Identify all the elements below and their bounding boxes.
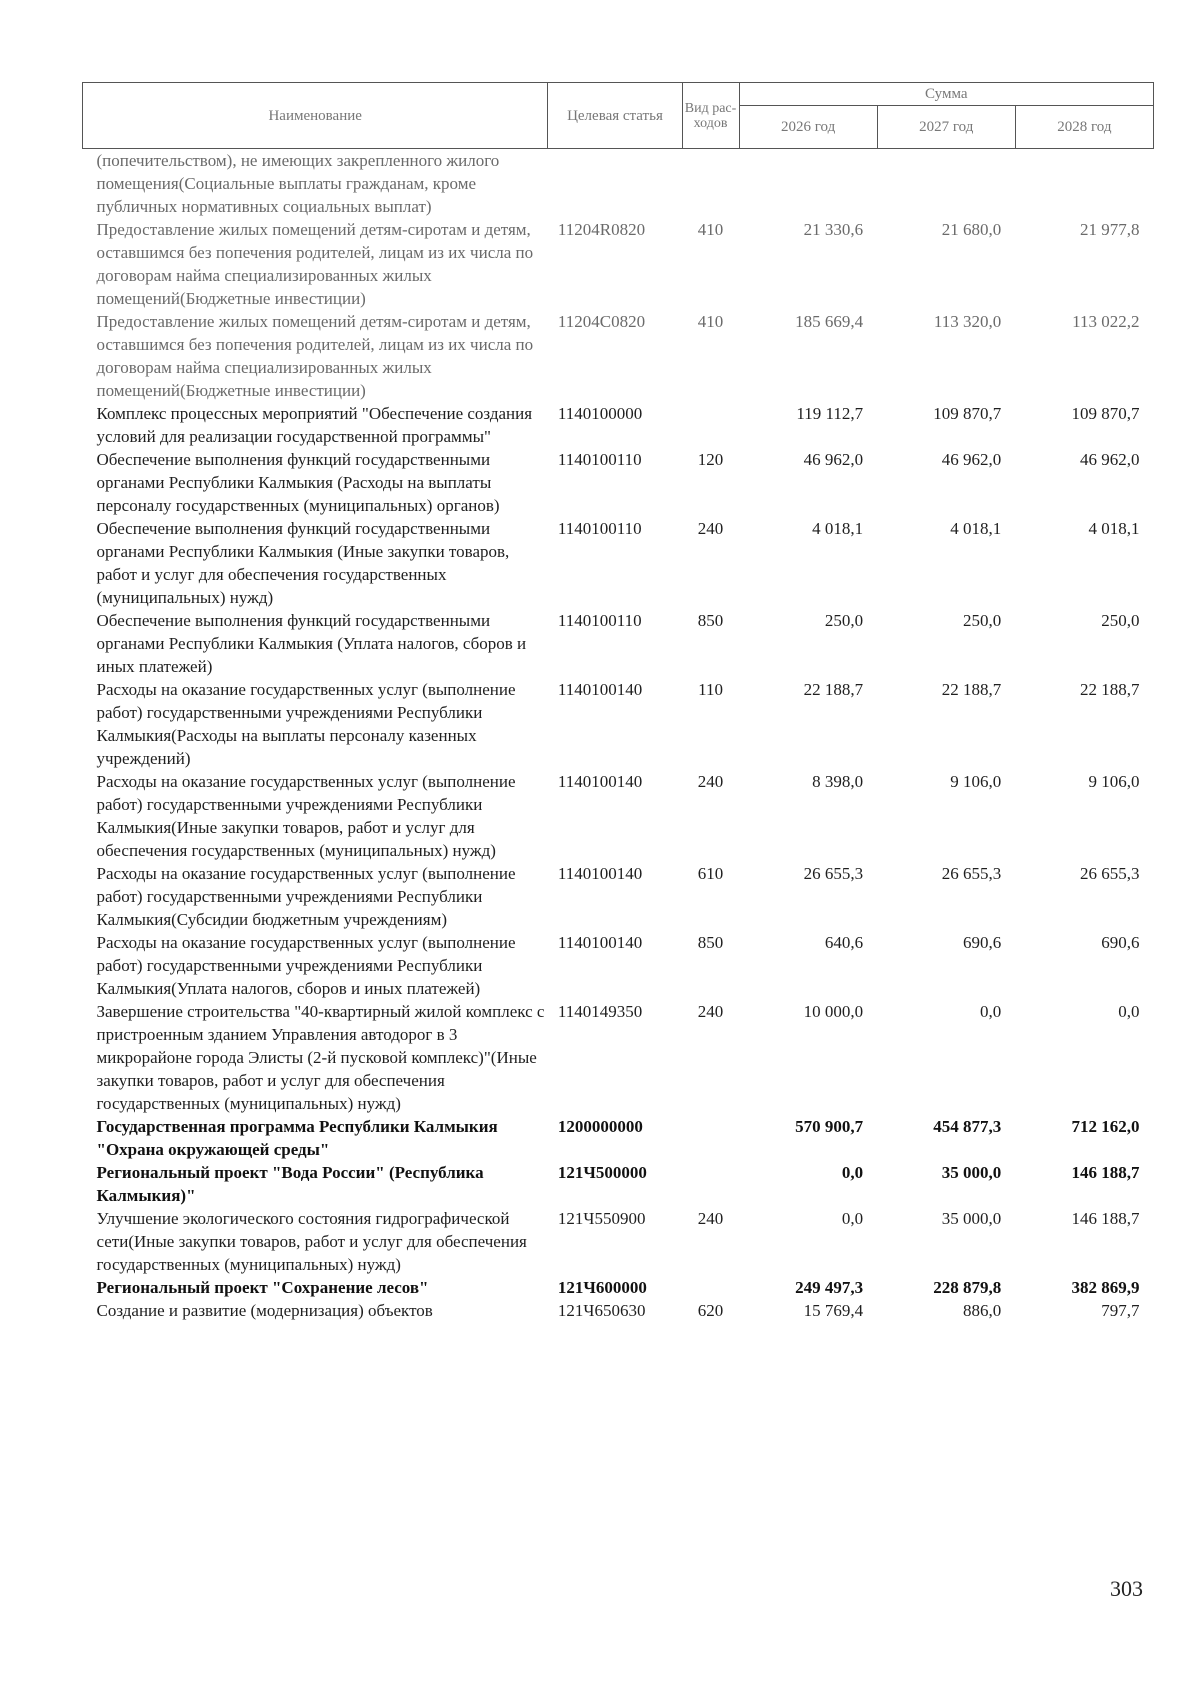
row-sum-2028: 113 022,2 bbox=[1072, 312, 1140, 331]
document-page bbox=[82, 82, 1154, 1322]
row-expense-type: 850 bbox=[697, 933, 724, 952]
row-sum-2026: 10 000,0 bbox=[803, 1002, 864, 1021]
budget-table bbox=[82, 82, 1154, 1322]
row-name: Региональный проект "Вода России" (Республика Калмыкия)" bbox=[96, 1163, 484, 1205]
row-name: Расходы на оказание государственных услуг (выполнение работ) государственными учреждениями Республики Калмыкия(Иные закупки товаров, работ и услуг для обеспечения государственных (муниципальных) нужд) bbox=[96, 772, 516, 860]
row-sum-2027: 21 680,0 bbox=[941, 220, 1002, 239]
row-target-code: 121Ч500000 bbox=[557, 1163, 647, 1182]
table-row bbox=[83, 862, 1154, 931]
row-sum-2028: 4 018,1 bbox=[1088, 519, 1140, 538]
row-sum-2028: 797,7 bbox=[1101, 1301, 1140, 1320]
row-sum-2026: 185 669,4 bbox=[795, 312, 864, 331]
row-sum-2026: 21 330,6 bbox=[803, 220, 864, 239]
row-expense-type: 120 bbox=[697, 450, 724, 469]
row-name: Расходы на оказание государственных услуг (выполнение работ) государственными учреждениями Республики Калмыкия(Расходы на выплаты персоналу казенных учреждений) bbox=[96, 680, 516, 768]
header-vid: Вид рас-ходов bbox=[682, 83, 739, 149]
row-sum-2026: 0,0 bbox=[841, 1209, 864, 1228]
row-name: (попечительством), не имеющих закрепленного жилого помещения(Социальные выплаты гражданам, кроме публичных нормативных социальных выплат) bbox=[96, 151, 500, 216]
table-row bbox=[83, 931, 1154, 1000]
row-sum-2027: 250,0 bbox=[963, 611, 1002, 630]
row-sum-2027: 35 000,0 bbox=[941, 1209, 1002, 1228]
row-name: Региональный проект "Сохранение лесов" bbox=[96, 1278, 429, 1297]
row-target-code: 1140100110 bbox=[557, 519, 642, 538]
row-sum-2028: 9 106,0 bbox=[1088, 772, 1140, 791]
header-code: Целевая статья bbox=[548, 83, 682, 149]
table-row bbox=[83, 1299, 1154, 1322]
row-name: Обеспечение выполнения функций государственными органами Республики Калмыкия (Иные закупки товаров, работ и услуг для обеспечения государственных (муниципальных) нужд) bbox=[96, 519, 510, 607]
row-sum-2026: 640,6 bbox=[824, 933, 864, 952]
row-target-code: 1140100000 bbox=[557, 404, 643, 423]
table-row bbox=[83, 218, 1154, 310]
row-sum-2026: 8 398,0 bbox=[812, 772, 864, 791]
row-expense-type: 240 bbox=[697, 1209, 724, 1228]
header-name: Наименование bbox=[83, 83, 548, 149]
row-sum-2027: 113 320,0 bbox=[933, 312, 1002, 331]
row-expense-type: 620 bbox=[697, 1301, 724, 1320]
row-sum-2027: 109 870,7 bbox=[933, 404, 1002, 423]
row-sum-2026: 15 769,4 bbox=[803, 1301, 864, 1320]
row-name: Расходы на оказание государственных услуг (выполнение работ) государственными учреждениями Республики Калмыкия(Уплата налогов, сборов и иных платежей) bbox=[96, 933, 516, 998]
row-sum-2028: 690,6 bbox=[1101, 933, 1140, 952]
row-expense-type bbox=[682, 1276, 739, 1299]
row-sum-2027: 454 877,3 bbox=[933, 1117, 1002, 1136]
row-expense-type: 110 bbox=[698, 680, 723, 699]
row-sum-2027: 228 879,8 bbox=[933, 1278, 1002, 1297]
row-sum-2026: 22 188,7 bbox=[803, 680, 864, 699]
row-target-code: 1140100140 bbox=[557, 680, 643, 699]
table-row bbox=[83, 448, 1154, 517]
row-target-code: 1140100110 bbox=[557, 450, 642, 469]
row-name: Создание и развитие (модернизация) объектов bbox=[96, 1301, 433, 1320]
row-name: Комплекс процессных мероприятий "Обеспечение создания условий для реализации государственной программы" bbox=[96, 404, 533, 446]
row-expense-type bbox=[682, 402, 739, 448]
page-number: 303 bbox=[1110, 1576, 1143, 1601]
row-sum-2027: 46 962,0 bbox=[941, 450, 1002, 469]
table-row bbox=[83, 609, 1154, 678]
row-target-code: 1140100140 bbox=[557, 864, 643, 883]
header-year-2026: 2026 год bbox=[739, 106, 877, 149]
row-name: Государственная программа Республики Калмыкия "Охрана окружающей среды" bbox=[96, 1117, 498, 1159]
row-target-code: 11204R0820 bbox=[557, 220, 646, 239]
row-target-code: 121Ч650630 bbox=[557, 1301, 646, 1320]
row-target-code: 121Ч600000 bbox=[557, 1278, 647, 1297]
row-name: Расходы на оказание государственных услуг (выполнение работ) государственными учреждениями Республики Калмыкия(Субсидии бюджетным учреждениям) bbox=[96, 864, 516, 929]
table-row bbox=[83, 1276, 1154, 1299]
row-sum-2027 bbox=[877, 149, 1015, 219]
row-sum-2026: 249 497,3 bbox=[795, 1278, 864, 1297]
row-expense-type: 240 bbox=[697, 772, 724, 791]
row-sum-2026: 250,0 bbox=[824, 611, 864, 630]
row-sum-2028: 22 188,7 bbox=[1080, 680, 1140, 699]
table-header bbox=[83, 83, 1154, 149]
row-expense-type bbox=[682, 149, 739, 219]
row-sum-2028 bbox=[1015, 149, 1153, 219]
table-row bbox=[83, 678, 1154, 770]
table-body bbox=[83, 149, 1154, 1323]
row-expense-type bbox=[682, 1115, 739, 1161]
row-sum-2026: 119 112,7 bbox=[796, 404, 864, 423]
row-sum-2028: 146 188,7 bbox=[1071, 1209, 1140, 1228]
row-expense-type: 850 bbox=[697, 611, 724, 630]
header-year-2027: 2027 год bbox=[877, 106, 1015, 149]
row-name: Предоставление жилых помещений детям-сиротам и детям, оставшимся без попечения родителей, лицам из их числа по договорам найма специализированных жилых помещений(Бюджетные инвестиции) bbox=[96, 312, 534, 400]
row-target-code: 11204С0820 bbox=[557, 312, 646, 331]
row-target-code: 1140149350 bbox=[557, 1002, 643, 1021]
row-sum-2026: 46 962,0 bbox=[803, 450, 864, 469]
row-sum-2028: 250,0 bbox=[1101, 611, 1140, 630]
table-row bbox=[83, 517, 1154, 609]
row-sum-2026: 26 655,3 bbox=[803, 864, 864, 883]
table-row bbox=[83, 149, 1154, 219]
row-sum-2028: 26 655,3 bbox=[1080, 864, 1140, 883]
table-row bbox=[83, 1161, 1154, 1207]
row-sum-2027: 9 106,0 bbox=[950, 772, 1002, 791]
row-expense-type: 240 bbox=[697, 1002, 724, 1021]
row-target-code: 1200000000 bbox=[557, 1117, 643, 1136]
row-target-code bbox=[548, 149, 682, 219]
row-sum-2028: 46 962,0 bbox=[1080, 450, 1140, 469]
row-sum-2027: 690,6 bbox=[963, 933, 1002, 952]
header-year-2028: 2028 год bbox=[1015, 106, 1153, 149]
row-sum-2027: 4 018,1 bbox=[950, 519, 1002, 538]
row-sum-2028: 109 870,7 bbox=[1071, 404, 1140, 423]
row-expense-type: 410 bbox=[697, 220, 724, 239]
table-row bbox=[83, 1115, 1154, 1161]
row-name: Улучшение экологического состояния гидрографической сети(Иные закупки товаров, работ и услуг для обеспечения государственных (муниципальных) нужд) bbox=[96, 1209, 527, 1274]
table-row bbox=[83, 1207, 1154, 1276]
row-sum-2026: 4 018,1 bbox=[812, 519, 864, 538]
table-row bbox=[83, 310, 1154, 402]
row-sum-2027: 22 188,7 bbox=[941, 680, 1002, 699]
row-sum-2027: 0,0 bbox=[980, 1002, 1002, 1021]
row-target-code: 121Ч550900 bbox=[557, 1209, 646, 1228]
table-row bbox=[83, 1000, 1154, 1115]
row-sum-2027: 886,0 bbox=[963, 1301, 1002, 1320]
row-sum-2026: 570 900,7 bbox=[795, 1117, 864, 1136]
row-expense-type bbox=[682, 1161, 739, 1207]
row-name: Обеспечение выполнения функций государственными органами Республики Калмыкия (Расходы на выплаты персоналу государственных (муниципальных) органов) bbox=[96, 450, 500, 515]
row-expense-type: 410 bbox=[697, 312, 724, 331]
table-row bbox=[83, 402, 1154, 448]
row-target-code: 1140100140 bbox=[557, 933, 643, 952]
row-sum-2026 bbox=[739, 149, 877, 219]
row-sum-2028: 382 869,9 bbox=[1071, 1278, 1140, 1297]
row-target-code: 1140100110 bbox=[557, 611, 642, 630]
row-sum-2028: 21 977,8 bbox=[1080, 220, 1140, 239]
row-name: Предоставление жилых помещений детям-сиротам и детям, оставшимся без попечения родителей, лицам из их числа по договорам найма специализированных жилых помещений(Бюджетные инвестиции) bbox=[96, 220, 534, 308]
row-expense-type: 610 bbox=[697, 864, 724, 883]
header-summa: Сумма bbox=[739, 83, 1153, 106]
row-expense-type: 240 bbox=[697, 519, 724, 538]
row-sum-2028: 146 188,7 bbox=[1071, 1163, 1140, 1182]
row-name: Завершение строительства "40-квартирный жилой комплекс с пристроенным зданием Управления автодорог в 3 микрорайоне города Элисты (2-й пусковой комплекс)"(Иные закупки товаров, работ и услуг для обеспечения государственных (муниципальных) нужд) bbox=[96, 1002, 545, 1113]
row-sum-2028: 0,0 bbox=[1118, 1002, 1140, 1021]
row-name: Обеспечение выполнения функций государственными органами Республики Калмыкия (Уплата налогов, сборов и иных платежей) bbox=[96, 611, 527, 676]
row-target-code: 1140100140 bbox=[557, 772, 643, 791]
row-sum-2026: 0,0 bbox=[841, 1163, 864, 1182]
row-sum-2027: 35 000,0 bbox=[941, 1163, 1002, 1182]
table-row bbox=[83, 770, 1154, 862]
row-sum-2028: 712 162,0 bbox=[1071, 1117, 1140, 1136]
row-sum-2027: 26 655,3 bbox=[941, 864, 1002, 883]
